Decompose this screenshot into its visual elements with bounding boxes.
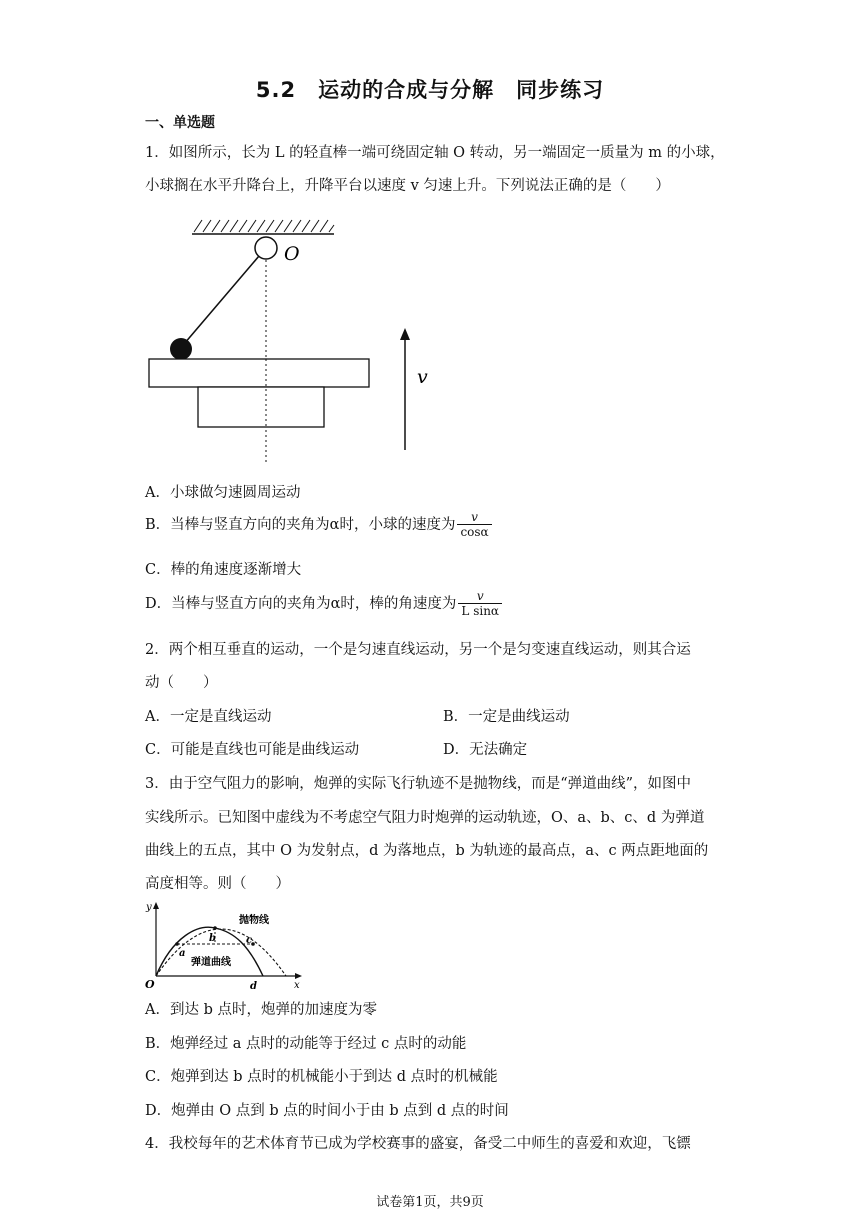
q4-stem-line1: 4．我校每年的艺术体育节已成为学校赛事的盛宴，备受二中师生的喜爱和欢迎，飞镖 [145,1136,691,1152]
q3-figure [143,896,308,992]
q3-option-d: D．炮弹由 O 点到 b 点的时间小于由 b 点到 d 点的时间 [145,1103,509,1119]
q2-stem-line1: 2．两个相互垂直的运动，一个是匀速直线运动，另一个是匀变速直线运动，则其合运 [145,642,691,658]
q2-stem-line2: 动（ ） [145,675,218,691]
q1-option-d-text: D．当棒与竖直方向的夹角为α时，棒的角速度为 [145,596,457,612]
parabola-curve [156,929,286,976]
q1-stem-line1: 1．如图所示，长为 L 的轻直棒一端可绕固定轴 O 转动，另一端固定一质量为 m 的小球， [145,145,725,161]
q3-stem-line3: 曲线上的五点，其中 O 为发射点，d 为落地点，b 为轨迹的最高点，a、c 两点距地面的 [145,843,709,859]
q2-option-c: C．可能是直线也可能是曲线运动 [145,742,360,758]
q1-option-b [145,511,492,539]
q1-option-c: C．棒的角速度逐渐增大 [145,562,302,578]
label-O: O [284,243,300,265]
label-v: v [417,366,428,388]
q1-option-d [145,590,502,618]
platform-base [198,387,324,427]
q1-stem-line2: 小球搁在水平升降台上，升降平台以速度 v 匀速上升。下列说法正确的是（ ） [145,178,670,194]
q3-stem-line1: 3．由于空气阻力的影响，炮弹的实际飞行轨迹不是抛物线，而是“弹道曲线”，如图中 [145,776,692,792]
label-O: O [145,978,155,991]
q3-option-a: A．到达 b 点时，炮弹的加速度为零 [145,1002,377,1018]
q3-option-c: C．炮弹到达 b 点时的机械能小于到达 d 点时的机械能 [145,1069,498,1085]
q2-option-d: D．无法确定 [443,742,528,758]
page-footer: 试卷第1页，共9页 [376,1195,484,1210]
section-heading: 一、单选题 [145,115,215,131]
label-a: a [179,948,186,959]
q1-option-b-text: B．当棒与竖直方向的夹角为α时，小球的速度为 [145,517,456,533]
label-d: d [250,981,257,992]
q2-option-a: A．一定是直线运动 [145,709,272,725]
q1-option-a: A．小球做匀速圆周运动 [145,485,301,501]
label-c: c [246,935,253,946]
q3-stem-line2: 实线所示。已知图中虚线为不考虑空气阻力时炮弹的运动轨迹，O、a、b、c、d 为弹道 [145,810,705,826]
label-b: b [209,933,216,944]
label-y: y [146,902,152,913]
rod [184,256,259,344]
q2-option-b: B．一定是曲线运动 [443,709,570,725]
q1-figure [140,208,450,468]
ceiling-hatch [194,220,334,232]
pivot-circle [255,237,277,259]
q1-option-d-fraction: $\frac{v}{\text{L sinα}}$ [458,590,502,618]
page-title: 5.2 运动的合成与分解 同步练习 [255,78,605,102]
label-parabola: 抛物线 [239,915,269,926]
q3-option-b: B．炮弹经过 a 点时的动能等于经过 c 点时的动能 [145,1036,467,1052]
platform [149,359,369,387]
q3-stem-line4: 高度相等。则（ ） [145,876,290,892]
label-ballistic: 弹道曲线 [191,957,231,968]
q1-option-b-fraction: $\frac{v}{\cos\alpha}$ [457,511,491,539]
ball [170,338,192,360]
label-x: x [294,980,300,991]
